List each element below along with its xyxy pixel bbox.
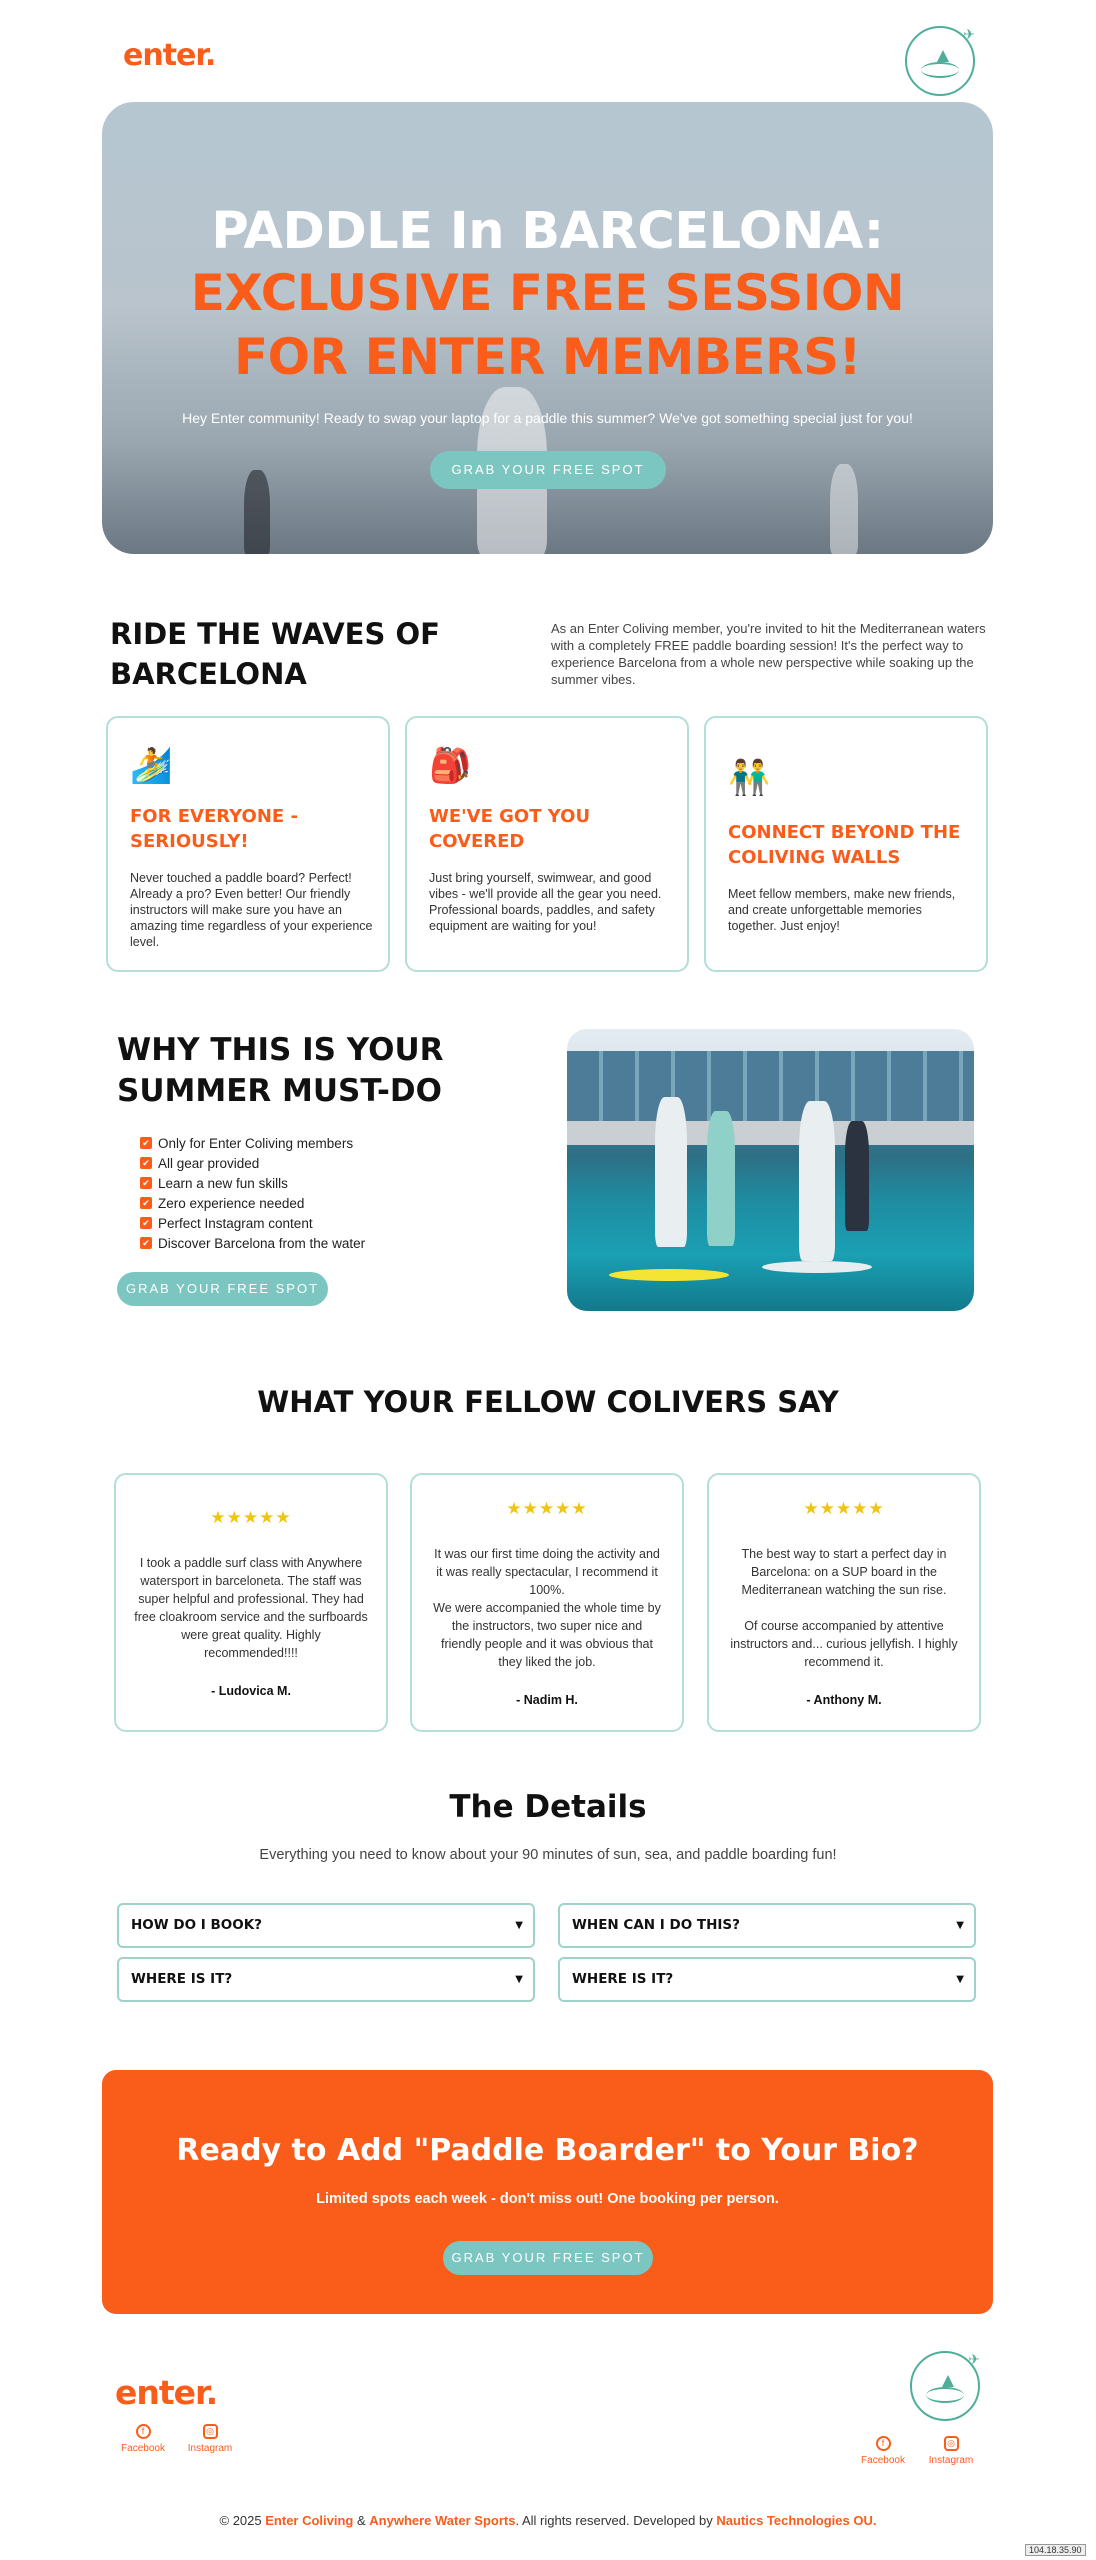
copyright-prefix: © 2025: [219, 2513, 266, 2528]
promenade: [567, 1121, 974, 1145]
faq-label: WHERE IS IT?: [572, 1971, 674, 1987]
feature-card-title: FOR EVERYONE - SERIOUSLY!: [130, 806, 298, 852]
details-title: The Details: [449, 1789, 647, 1825]
facebook-label: Facebook: [121, 2443, 165, 2454]
review-author: - Ludovica M.: [211, 1684, 291, 1698]
chevron-down-icon: ▼: [515, 1974, 523, 1985]
star-rating: ★★★★★: [506, 1499, 588, 1518]
benefits-list: [140, 1134, 365, 1254]
cta-subtitle: Limited spots each week - don't miss out! One booking per person.: [316, 2191, 779, 2207]
paddler-figure: [655, 1097, 687, 1247]
backpack-icon: 🎒: [429, 747, 472, 785]
paddler-figure: [707, 1111, 735, 1246]
facebook-link[interactable]: [113, 2424, 173, 2454]
cta-title: Ready to Add "Paddle Boarder" to Your Bio?: [176, 2133, 919, 2168]
hero-title-line3: FOR ENTER MEMBERS!: [234, 328, 861, 386]
paddler-figure: [244, 470, 270, 554]
faq-how-to-book[interactable]: [117, 1903, 535, 1948]
anywhere-link[interactable]: Anywhere Water Sports: [369, 2513, 516, 2528]
facebook-icon: f: [136, 2424, 151, 2439]
grab-spot-button[interactable]: GRAB YOUR FREE SPOT: [117, 1272, 328, 1306]
grab-spot-button[interactable]: GRAB YOUR FREE SPOT: [430, 451, 666, 489]
people-icon: 👬: [728, 759, 771, 797]
faq-label: HOW DO I BOOK?: [131, 1917, 263, 1933]
paddle-group-photo: [567, 1029, 974, 1311]
paddle-board: [762, 1261, 872, 1273]
enter-logo[interactable]: enter.: [115, 2373, 218, 2412]
benefit-item: ✔ Only for Enter Coliving members: [140, 1134, 365, 1154]
feature-card-text: Meet fellow members, make new friends, and create unforgettable memories together. Just enjoy!: [728, 887, 956, 933]
feature-card: [106, 716, 390, 972]
paddle-board: [609, 1269, 729, 1281]
copyright-amp: &: [353, 2513, 370, 2528]
star-rating: ★★★★★: [803, 1499, 885, 1518]
copyright: [0, 2513, 1096, 2528]
feature-card: [704, 716, 988, 972]
faq-label: WHEN CAN I DO THIS?: [572, 1917, 740, 1933]
review-card: [707, 1473, 981, 1732]
feature-card: [405, 716, 689, 972]
benefit-item: ✔ Learn a new fun skills: [140, 1174, 365, 1194]
reviews-section-title: WHAT YOUR FELLOW COLIVERS SAY: [257, 1385, 839, 1419]
nautics-link[interactable]: Nautics Technologies OU.: [716, 2513, 877, 2528]
header: [0, 0, 1096, 100]
feature-card-text: Never touched a paddle board? Perfect! Already a pro? Even better! Our friendly instructors will make sure you have an amazing time regardless of your experience level.: [130, 871, 373, 949]
instagram-link[interactable]: [180, 2424, 240, 2454]
paddler-figure: [830, 464, 858, 554]
benefit-item: ✔ All gear provided: [140, 1154, 365, 1174]
benefit-item: ✔ Discover Barcelona from the water: [140, 1234, 365, 1254]
benefit-item: ✔ Zero experience needed: [140, 1194, 365, 1214]
paddler-figure: [845, 1121, 869, 1231]
review-card: [114, 1473, 388, 1732]
chevron-down-icon: ▼: [956, 1974, 964, 1985]
ride-section-text: As an Enter Coliving member, you're invited to hit the Mediterranean waters with a completely FREE paddle boarding session! It's the perfect way to experience Barcelona from a whole new perspective while soaking up the summer vibes.: [551, 621, 986, 687]
sea-emblem-icon[interactable]: ✈: [905, 26, 975, 96]
enter-coliving-link[interactable]: Enter Coliving: [265, 2513, 354, 2528]
details-subtitle: Everything you need to know about your 90 minutes of sun, sea, and paddle boarding fun!: [259, 1847, 837, 1863]
sea-emblem-icon[interactable]: ✈: [910, 2351, 980, 2421]
instagram-label: Instagram: [928, 2455, 974, 2466]
facebook-link[interactable]: [853, 2436, 913, 2466]
ride-section-title: RIDE THE WAVES OF BARCELONA: [110, 617, 440, 691]
faq-label: WHERE IS IT?: [131, 1971, 233, 1987]
benefit-item: ✔ Perfect Instagram content: [140, 1214, 365, 1234]
hero-banner: [102, 102, 993, 554]
facebook-label: Facebook: [861, 2455, 905, 2466]
hero-subtitle: Hey Enter community! Ready to swap your laptop for a paddle this summer? We've got something special just for you!: [182, 410, 913, 426]
building-background: [567, 1051, 974, 1121]
chevron-down-icon: ▼: [956, 1920, 964, 1931]
feature-card-text: Just bring yourself, swimwear, and good vibes - we'll provide all the gear you need. Professional boards, paddles, and safety equipment are waiting for you!: [429, 871, 662, 933]
instagram-icon: ◎: [203, 2424, 218, 2439]
surfer-icon: 🏄: [130, 747, 173, 785]
copyright-mid: . All rights reserved. Developed by: [515, 2513, 717, 2528]
instagram-icon: ◎: [944, 2436, 959, 2451]
feature-card-title: WE'VE GOT YOU COVERED: [429, 806, 591, 852]
review-author: - Nadim H.: [516, 1693, 578, 1707]
ip-badge: 104.18.35.90: [1025, 2544, 1086, 2556]
instagram-label: Instagram: [187, 2443, 233, 2454]
paddler-figure: [799, 1101, 835, 1261]
review-text: I took a paddle surf class with Anywhere watersport in barceloneta. The staff was super helpful and professional. They had free cloakroom service and the surfboards were great quality. Highly recommended!!!!: [134, 1556, 368, 1660]
facebook-icon: f: [876, 2436, 891, 2451]
hero-title-line2: EXCLUSIVE FREE SESSION: [190, 264, 905, 322]
faq-where[interactable]: [558, 1957, 976, 2002]
why-section-title: WHY THIS IS YOUR SUMMER MUST-DO: [117, 1032, 444, 1109]
review-text: It was our first time doing the activity and it was really spectacular, I recommend it 100%. We were accompanied the whole time by the instructors, two super nice and friendly people and it was obvious that they liked the job.: [433, 1547, 661, 1669]
enter-logo[interactable]: enter.: [123, 38, 216, 73]
grab-spot-button[interactable]: GRAB YOUR FREE SPOT: [443, 2241, 653, 2275]
review-text: The best way to start a perfect day in Barcelona: on a SUP board in the Mediterranean watching the sun rise. Of course accompanied by attentive instructors and... curious jellyfish. I highly recommend it.: [730, 1547, 958, 1669]
review-card: [410, 1473, 684, 1732]
hero-title-line1: PADDLE In BARCELONA:: [211, 202, 884, 261]
review-author: - Anthony M.: [806, 1693, 882, 1707]
faq-when[interactable]: [558, 1903, 976, 1948]
faq-where[interactable]: [117, 1957, 535, 2002]
star-rating: ★★★★★: [210, 1508, 292, 1527]
feature-card-title: CONNECT BEYOND THE COLIVING WALLS: [728, 822, 961, 868]
cta-banner: [102, 2070, 993, 2314]
instagram-link[interactable]: [921, 2436, 981, 2466]
chevron-down-icon: ▼: [515, 1920, 523, 1931]
